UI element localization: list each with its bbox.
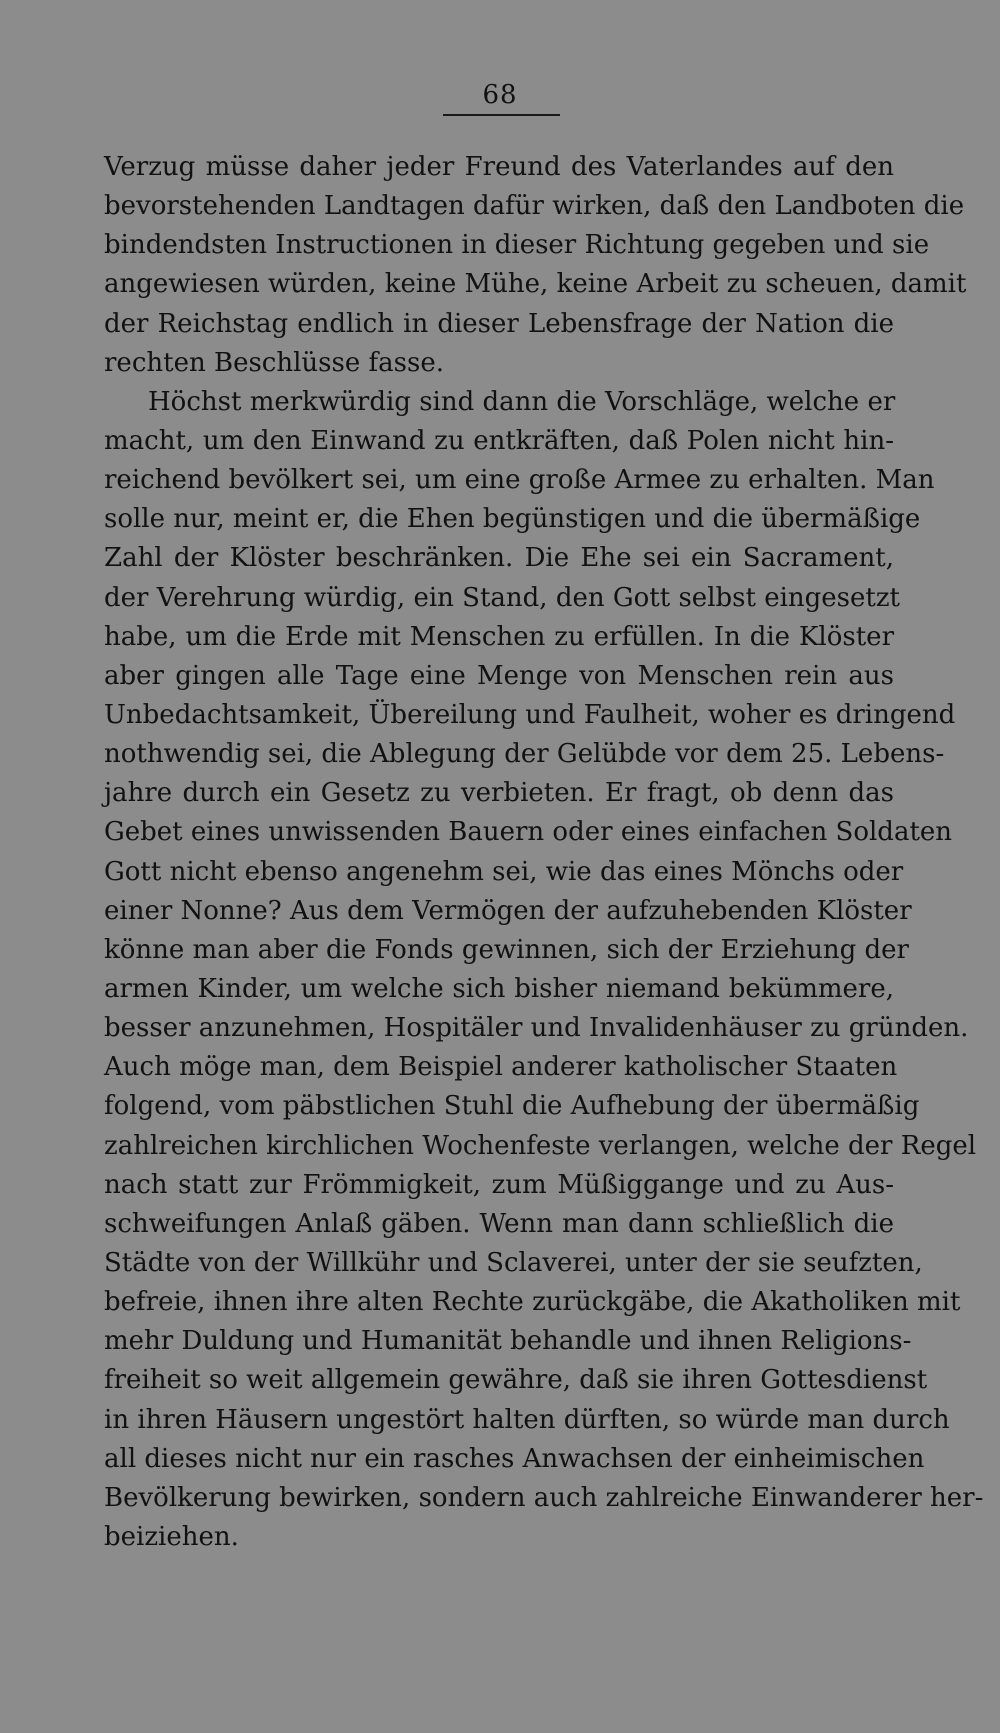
text-line: freiheit so weit allgemein gewähre, daß sie ihren Gottesdienst bbox=[104, 1365, 928, 1396]
text-line: all dieses nicht nur ein rasches Anwachsen der einheimischen bbox=[104, 1443, 925, 1474]
text-line: Bevölkerung bewirken, sondern auch zahlreiche Einwanderer her- bbox=[104, 1482, 984, 1513]
text-line: könne man aber die Fonds gewinnen, sich der Erziehung der bbox=[104, 934, 909, 965]
text-line: solle nur, meint er, die Ehen begünstigen und die übermäßige bbox=[104, 504, 921, 535]
text-line: Städte von der Willkühr und Sclaverei, unter der sie seufzten, bbox=[104, 1247, 923, 1278]
text-line: der Reichstag endlich in dieser Lebensfrage der Nation die bbox=[104, 308, 894, 339]
text-line: reichend bevölkert sei, um eine große Armee zu erhalten. Man bbox=[104, 465, 935, 496]
text-line: in ihren Häusern ungestört halten dürften, so würde man durch bbox=[104, 1404, 950, 1435]
text-line: der Verehrung würdig, ein Stand, den Gott selbst eingesetzt bbox=[104, 582, 901, 613]
text-line: schweifungen Anlaß gäben. Wenn man dann schließlich die bbox=[104, 1208, 894, 1239]
text-line: nach statt zur Frömmigkeit, zum Müßiggange und zu Aus- bbox=[104, 1169, 894, 1200]
text-line: jahre durch ein Gesetz zu verbieten. Er fragt, ob denn das bbox=[104, 778, 894, 809]
text-line: mehr Duldung und Humanität behandle und ihnen Religions- bbox=[104, 1326, 912, 1357]
text-line: Zahl der Klöster beschränken. Die Ehe sei ein Sacrament, bbox=[104, 543, 894, 574]
text-line: beiziehen. bbox=[104, 1521, 239, 1552]
text-line: habe, um die Erde mit Menschen zu erfüllen. In die Klöster bbox=[104, 621, 894, 652]
text-line: Verzug müsse daher jeder Freund des Vaterlandes auf den bbox=[104, 152, 894, 182]
text-line: bevorstehenden Landtagen dafür wirken, daß den Landboten die bbox=[104, 191, 965, 222]
text-line: nothwendig sei, die Ablegung der Gelübde vor dem 25. Lebens- bbox=[104, 739, 945, 770]
text-line: folgend, vom päbstlichen Stuhl die Aufhebung der übermäßig bbox=[104, 1091, 920, 1122]
text-line: angewiesen würden, keine Mühe, keine Arbeit zu scheuen, damit bbox=[104, 269, 967, 300]
text-line: macht, um den Einwand zu entkräften, daß Polen nicht hin- bbox=[104, 425, 894, 456]
text-line: Gott nicht ebenso angenehm sei, wie das eines Mönchs oder bbox=[104, 856, 904, 887]
text-line: Gebet eines unwissenden Bauern oder eines einfachen Soldaten bbox=[104, 817, 953, 848]
text-line: rechten Beschlüsse fasse. bbox=[104, 347, 444, 378]
text-line: zahlreichen kirchlichen Wochenfeste verlangen, welche der Regel bbox=[104, 1130, 977, 1161]
text-line: bindendsten Instructionen in dieser Richtung gegeben und sie bbox=[104, 230, 930, 261]
text-line: Unbedachtsamkeit, Übereilung und Faulheit, woher es dringend bbox=[104, 699, 956, 730]
body-text bbox=[104, 148, 984, 1557]
page-number: 68 bbox=[482, 80, 518, 110]
text-line: befreie, ihnen ihre alten Rechte zurückgäbe, die Akatholiken mit bbox=[104, 1287, 961, 1318]
text-line: besser anzunehmen, Hospitäler und Invalidenhäuser zu gründen. bbox=[104, 1013, 969, 1044]
text-line: Auch möge man, dem Beispiel anderer katholischer Staaten bbox=[104, 1052, 898, 1083]
page-number-rule bbox=[443, 114, 560, 116]
text-line: einer Nonne? Aus dem Vermögen der aufzuhebenden Klöster bbox=[104, 895, 912, 926]
paragraph-start-line: Höchst merkwürdig sind dann die Vorschläge, welche er bbox=[148, 386, 896, 417]
text-line: armen Kinder, um welche sich bisher niemand bekümmere, bbox=[104, 973, 894, 1004]
text-line: aber gingen alle Tage eine Menge von Menschen rein aus bbox=[104, 660, 894, 691]
